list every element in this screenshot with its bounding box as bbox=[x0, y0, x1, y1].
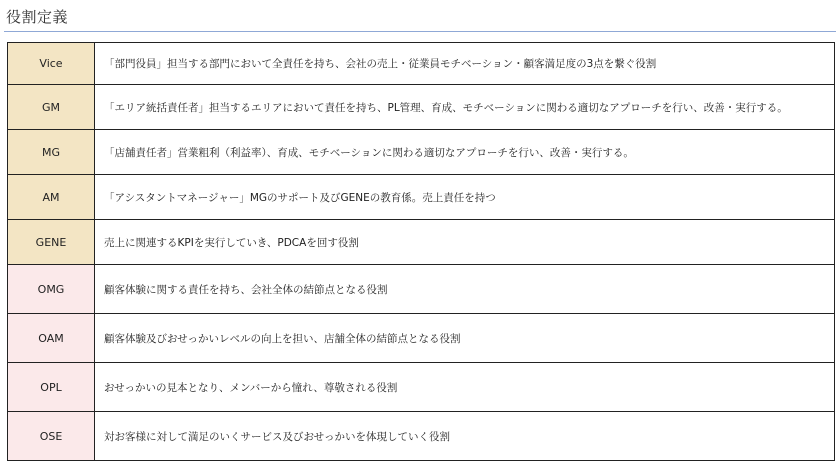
title-divider bbox=[4, 31, 836, 32]
role-name-cell: MG bbox=[8, 130, 95, 175]
role-description-cell: 対お客様に対して満足のいくサービス及びおせっかいを体現していく役割 bbox=[95, 412, 835, 461]
role-name-cell: Vice bbox=[8, 43, 95, 85]
role-description-cell: おせっかいの見本となり、メンバーから憧れ、尊敬される役割 bbox=[95, 363, 835, 412]
role-description-cell: 売上に関連するKPIを実行していき、PDCAを回す役割 bbox=[95, 220, 835, 265]
table-row-mg bbox=[8, 130, 835, 175]
role-description-cell: 「店舗責任者」営業粗利（利益率）、育成、モチベーションに関わる適切なアプローチを行い、改善・実行する。 bbox=[95, 130, 835, 175]
role-definition-table bbox=[7, 42, 835, 461]
page-title: 役割定義 bbox=[6, 8, 69, 26]
role-description-cell: 「アシスタントマネージャー」MGのサポート及びGENEの教育係。売上責任を持つ bbox=[95, 175, 835, 220]
table-row-omg bbox=[8, 265, 835, 314]
table-row-ose bbox=[8, 412, 835, 461]
table-row-opl bbox=[8, 363, 835, 412]
role-name-cell: OSE bbox=[8, 412, 95, 461]
table-row-am bbox=[8, 175, 835, 220]
role-description-cell: 顧客体験及びおせっかいレベルの向上を担い、店舗全体の結節点となる役割 bbox=[95, 314, 835, 363]
table-row-gm bbox=[8, 85, 835, 130]
role-name-cell: OPL bbox=[8, 363, 95, 412]
role-description-cell: 「部門役員」担当する部門において全責任を持ち、会社の売上・従業員モチベーション・顧客満足度の3点を繋ぐ役割 bbox=[95, 43, 835, 85]
role-name-cell: AM bbox=[8, 175, 95, 220]
table-row-vice bbox=[8, 43, 835, 85]
role-name-cell: GM bbox=[8, 85, 95, 130]
role-name-cell: GENE bbox=[8, 220, 95, 265]
table-row-oam bbox=[8, 314, 835, 363]
role-description-cell: 「エリア統括責任者」担当するエリアにおいて責任を持ち、PL管理、育成、モチベーションに関わる適切なアプローチを行い、改善・実行する。 bbox=[95, 85, 835, 130]
role-name-cell: OAM bbox=[8, 314, 95, 363]
role-name-cell: OMG bbox=[8, 265, 95, 314]
table-row-gene bbox=[8, 220, 835, 265]
role-description-cell: 顧客体験に関する責任を持ち、会社全体の結節点となる役割 bbox=[95, 265, 835, 314]
